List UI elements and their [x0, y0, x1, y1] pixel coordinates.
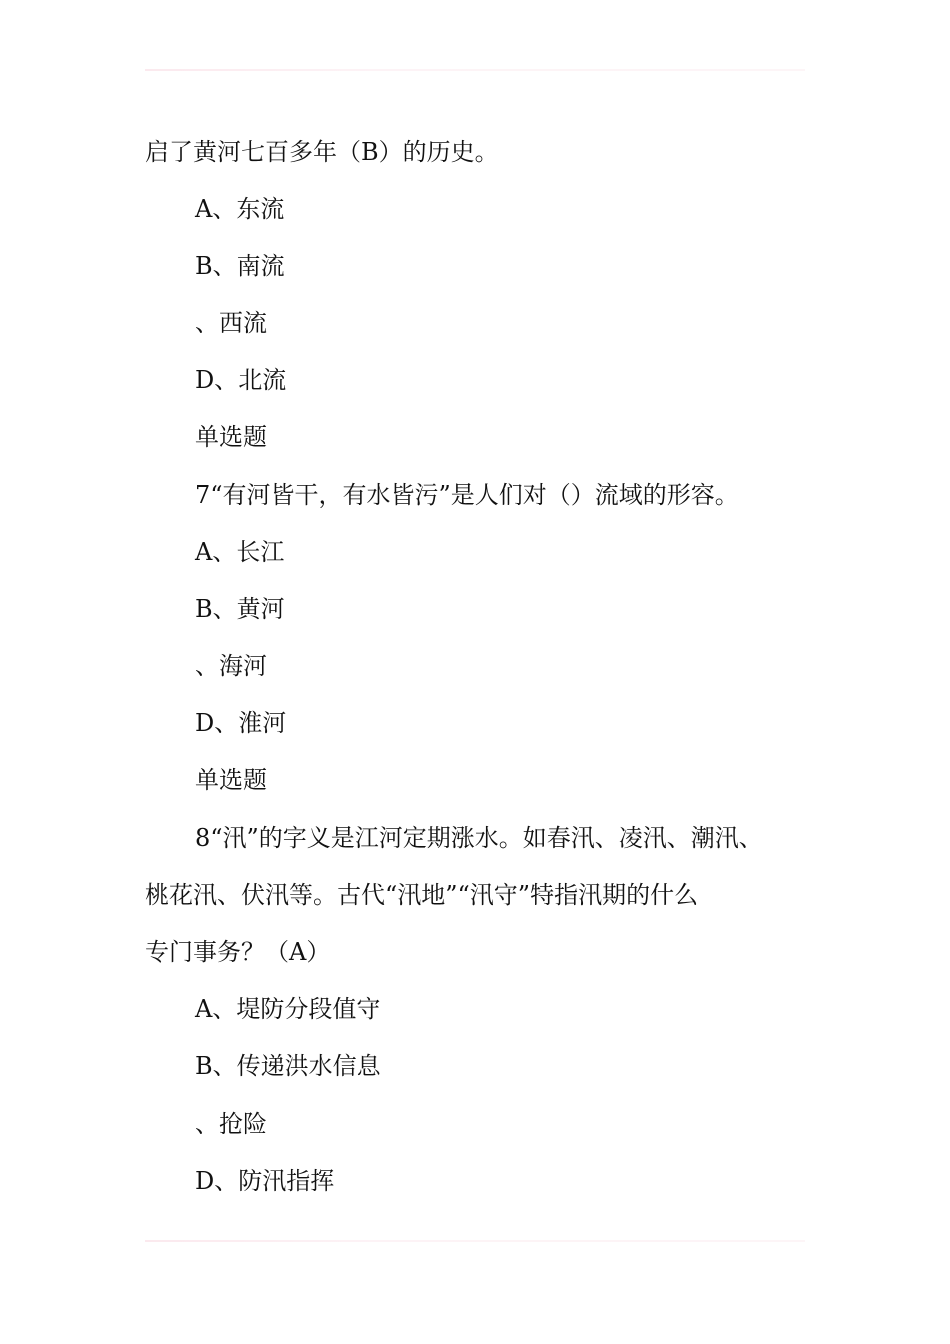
- question-8-stem-line-1: 8“汛”的字义是江河定期涨水。如春汛、凌汛、潮汛、: [195, 824, 763, 852]
- question-type-label: 单选题: [195, 766, 267, 794]
- q6-option-a: A、东流: [195, 195, 285, 223]
- q6-option-d: D、北流: [195, 366, 287, 394]
- q8-option-c: 、抢险: [195, 1110, 267, 1138]
- question-8-stem-line-3: 专门事务？（A）: [145, 938, 331, 966]
- question-8-stem-line-2: 桃花汛、伏汛等。古代“汛地”“汛守”特指汛期的什么: [145, 881, 699, 909]
- q7-option-b: B、黄河: [195, 595, 285, 623]
- question-7-stem: 7“有河皆干，有水皆污”是人们对（）流域的形容。: [195, 481, 739, 509]
- header-divider: [145, 69, 805, 71]
- q7-option-d: D、淮河: [195, 709, 287, 737]
- q8-option-a: A、堤防分段值守: [195, 995, 381, 1023]
- q8-option-b: B、传递洪水信息: [195, 1052, 381, 1080]
- footer-divider: [145, 1240, 805, 1242]
- q7-option-a: A、长江: [195, 538, 285, 566]
- q7-option-c: 、海河: [195, 652, 267, 680]
- question-type-label: 单选题: [195, 423, 267, 451]
- q8-option-d: D、防汛指挥: [195, 1167, 335, 1195]
- question-6-stem-end: 启了黄河七百多年（B）的历史。: [145, 138, 499, 166]
- q6-option-b: B、南流: [195, 252, 285, 280]
- q6-option-c: 、西流: [195, 309, 267, 337]
